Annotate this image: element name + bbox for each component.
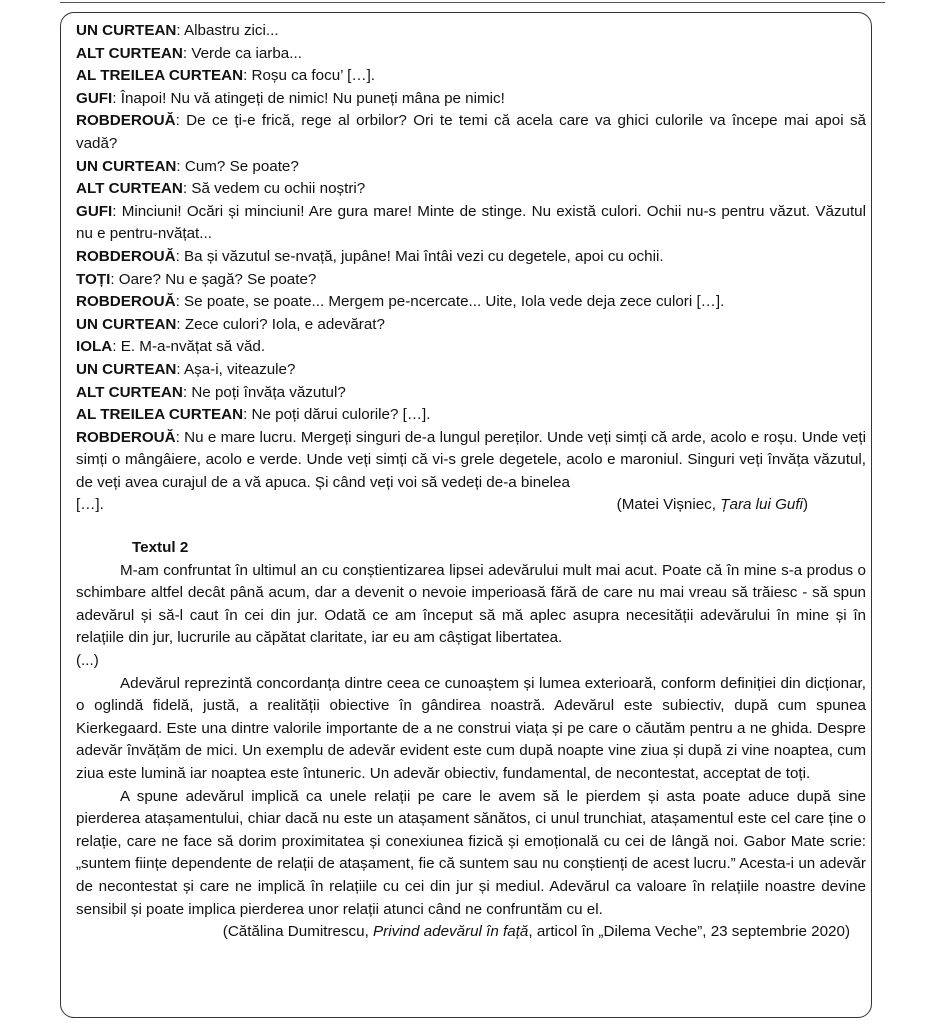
document-body [76, 20, 866, 944]
dialogue [76, 20, 866, 494]
paragraph-3: A spune adevărul implică ca unele relații pe care le avem să le pierdem și asta poate aduce după sine pierderea atașamentului, chiar dacă nu este un atașament sănătos, ci unul trunchiat, atașamentul este cel care ține o relație, care ne face să dorim proximitatea și conexiunea fizică și emoțională cu cei de lângă noi. Gabor Mate scrie: „suntem ființe dependente de relații de atașament, fie că suntem sau nu conștienți de acest lucru.” Acesta-i un adevăr de necontestat și care ne implică în relațiile cu cei din jur și mediul. Adevărul ca valoare în relațiile noastre devine sensibil și poate implica pierderea unor relații atunci când ne confruntăm cu el. [76, 787, 866, 918]
dialogue-line [76, 156, 866, 179]
speaker-name: GUFI [76, 202, 113, 220]
speaker-name: IOLA [76, 338, 113, 356]
speaker-name: AL TREILEA CURTEAN [76, 406, 244, 424]
citation-2 [76, 921, 866, 944]
speech-text: : Minciuni! Ocări și minciuni! Are gura mare! Minte de stinge. Nu există culori. Ochii nu-s pentru văzut. Văzutul nu e pentru-nvățat... [76, 202, 866, 243]
dialogue-end: […]. [76, 496, 104, 514]
speech-text: : Ne poți dărui culorile? […]. [243, 406, 431, 424]
dialogue-line [76, 110, 866, 155]
speech-text: : Înapoi! Nu vă atingeți de nimic! Nu puneți mâna pe nimic! [112, 89, 505, 107]
dialogue-line [76, 427, 866, 495]
dialogue-line [76, 20, 866, 43]
top-rule [60, 2, 885, 3]
dialogue-line [76, 291, 866, 314]
speech-text: : Albastru zici... [176, 22, 279, 39]
speech-text: : Zece culori? Iola, e adevărat? [176, 315, 385, 333]
speech-text: : Cum? Se poate? [176, 157, 299, 175]
dialogue-line [76, 314, 866, 337]
speaker-name: ALT CURTEAN [76, 383, 183, 401]
speaker-name: UN CURTEAN [76, 360, 177, 378]
speaker-name: TOȚI [76, 270, 111, 288]
text2-heading: Textul 2 [132, 539, 189, 557]
speech-text: : Verde ca iarba... [182, 44, 302, 62]
speaker-name: ALT CURTEAN [76, 180, 183, 198]
paragraph-1: M-am confruntat în ultimul an cu conștientizarea lipsei adevărului mult mai acut. Poate că în mine s-a produs o schimbare altfel decât până acum, dar a devenit o nevoie imperioasă fără de care nu mai vreau să trăiesc - să spun adevărul și să-l caut în cei din jur. Odată ce am început să mă aplec asupra necesității adevărului în mine și în relațiile din jur, lucrurile au căpătat claritate, iar eu am câștigat libertatea. [76, 561, 866, 647]
speech-text: : Ba și văzutul se-nvață, jupâne! Mai întâi vezi cu degetele, apoi cu ochii. [175, 247, 664, 265]
speech-text: : Nu e mare lucru. Mergeți singuri de-a lungul pereților. Unde veți simți că arde, acolo e roșu. Unde veți simți o mângâiere, acolo e verde. Unde veți simți că vi-s grele degetele, acolo e maroniul. Singuri veți învăța văzutul, de veți avea curajul de a vă apuca. Și când veți voi să vedeți de-a binelea [76, 428, 866, 491]
citation-2-suffix: , articol în „Dilema Veche”, 23 septembrie 2020) [528, 923, 850, 941]
dialogue-line [76, 88, 866, 111]
dialogue-line [76, 178, 866, 201]
speaker-name: UN CURTEAN [76, 22, 177, 39]
citation-1 [76, 494, 866, 517]
speech-text: : Așa-i, viteazule? [176, 360, 296, 378]
dialogue-line [76, 269, 866, 292]
speech-text: : Se poate, se poate... Mergem pe-ncercate... Uite, Iola vede deja zece culori […]. [175, 293, 725, 311]
speech-text: : Oare? Nu e șagă? Se poate? [110, 270, 317, 288]
ellipsis: (...) [76, 652, 99, 670]
dialogue-line [76, 65, 866, 88]
paragraph-2: Adevărul reprezintă concordanța dintre ceea ce cunoaștem și lumea exterioară, conform definiției din dicționar, o oglindă fidelă, justă, a realității obiective în gândirea noastră. Adevărul este subiectiv, după cum spunea Kierkegaard. Este una dintre valorile importante de a ne construi viața și pe care o căutăm pentru a ne ghida. Despre adevăr învățăm de mici. Un exemplu de adevăr evident este cum după noapte vine ziua și după zi vine noaptea, cum ziua este lumină iar noaptea este întuneric. Un adevăr obiectiv, fundamental, de necontestat, acceptat de toți. [76, 674, 866, 782]
dialogue-line [76, 336, 866, 359]
speaker-name: ROBDEROUĂ [76, 112, 176, 130]
speaker-name: ROBDEROUĂ [76, 428, 176, 446]
speaker-name: ROBDEROUĂ [76, 247, 176, 265]
speech-text: : Ne poți învăța văzutul? [182, 383, 346, 401]
dialogue-line [76, 201, 866, 246]
speech-text: : E. M-a-nvățat să văd. [112, 338, 266, 356]
speaker-name: UN CURTEAN [76, 157, 177, 175]
dialogue-line [76, 382, 866, 405]
citation-2-title: Privind adevărul în față [373, 923, 529, 941]
citation-1-source [617, 494, 808, 517]
citation-1-author: (Matei Vișniec, [616, 496, 721, 514]
dialogue-line [76, 404, 866, 427]
citation-1-title: Țara lui Gufi [720, 496, 803, 514]
dialogue-line [76, 246, 866, 269]
speaker-name: ALT CURTEAN [76, 44, 183, 62]
speech-text: : Roșu ca focu’ […]. [243, 67, 376, 85]
speaker-name: GUFI [76, 89, 113, 107]
speech-text: : Să vedem cu ochii noștri? [182, 180, 366, 198]
speaker-name: UN CURTEAN [76, 315, 177, 333]
dialogue-line [76, 359, 866, 382]
dialogue-line [76, 43, 866, 66]
speaker-name: ROBDEROUĂ [76, 293, 176, 311]
speech-text: : De ce ți-e frică, rege al orbilor? Ori te temi că acela care va ghici culorile va începe mai apoi să vadă? [76, 112, 866, 152]
citation-2-author: (Cătălina Dumitrescu, [222, 923, 374, 941]
citation-1-suffix: ) [802, 496, 808, 514]
speaker-name: AL TREILEA CURTEAN [76, 67, 244, 85]
